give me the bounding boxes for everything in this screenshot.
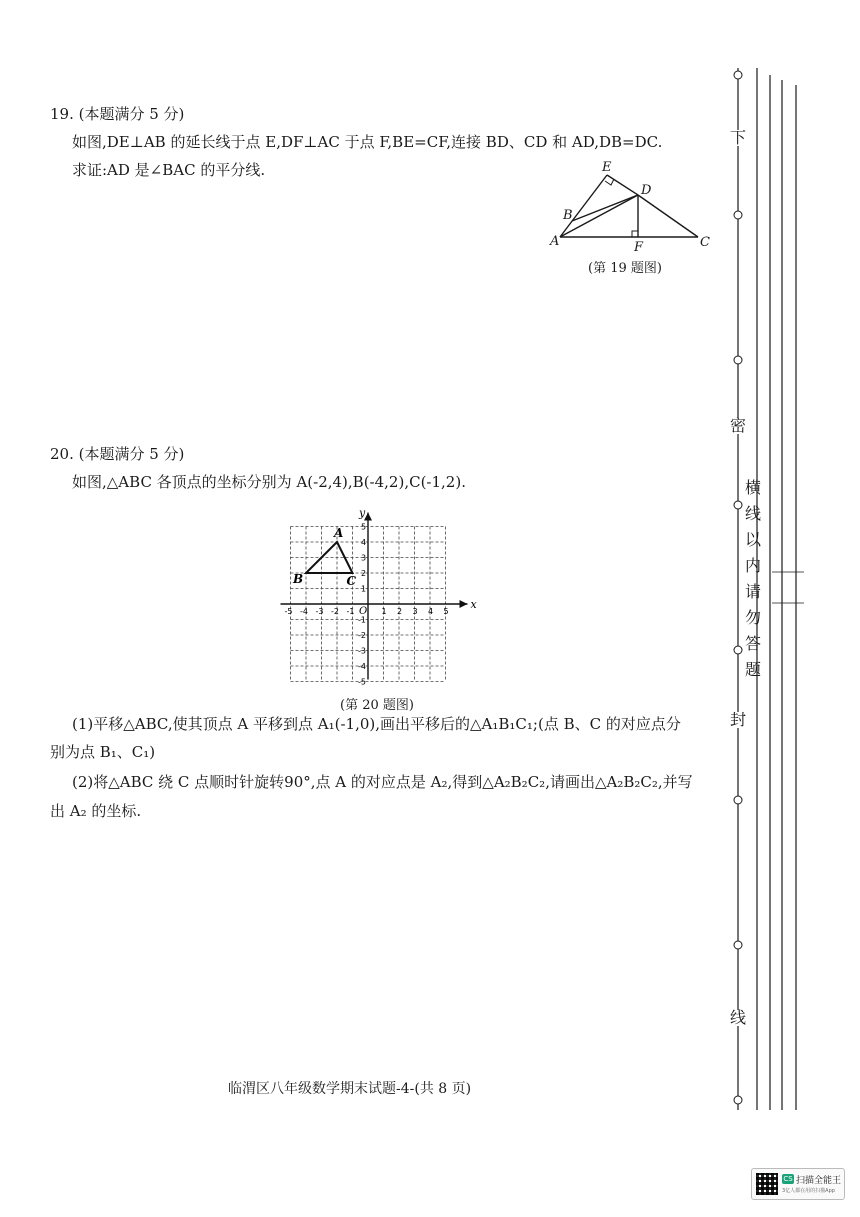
q19-figure [540,155,720,255]
seal-word-3: 封 [730,710,747,729]
q19-prove-line: 求证:AD 是∠BAC 的平分线. [72,161,266,179]
label-F: F [634,240,644,255]
q19-heading: 19. (本题满分 5 分) [50,105,185,123]
x-tick-label: 3 [412,607,418,616]
seal-word-1: 下 [730,128,747,147]
q20-part2-line2: 出 A₂ 的坐标. [50,802,142,820]
watermark-subtitle: 3亿人都在用的扫描App [782,1188,835,1194]
seal-word-4: 线 [730,1008,747,1027]
x-tick-label: -3 [315,607,324,616]
q20-figure-caption: (第 20 题图) [340,698,414,713]
notice-char: 横 [745,478,762,497]
label-A: A [550,234,560,249]
q19-figure-caption: (第 19 题图) [588,261,662,276]
y-tick-label: 5 [361,522,367,532]
page-footer: 临渭区八年级数学期末试题-4-(共 8 页) [228,1081,472,1097]
label-D: D [641,183,652,198]
x-tick-label: -2 [331,607,339,616]
q20-part1-line1: (1)平移△ABC,使其顶点 A 平移到点 A₁(-1,0),画出平移后的△A₁B₁C₁;(点 B、C 的对应点分 [72,715,681,733]
margin-notice [745,480,761,688]
camscanner-logo: CS [783,1175,793,1183]
label-C: C [700,235,710,250]
notice-char: 以 [745,530,762,549]
qr-code-icon [756,1173,778,1195]
q20-coordinate-grid [276,502,482,692]
x-tick-label: 2 [397,607,403,616]
notice-char: 答 [745,634,762,653]
x-tick-label: -1 [346,607,355,616]
x-axis-label: x [470,598,477,611]
y-tick-label: -1 [358,615,366,625]
notice-char: 内 [745,556,762,575]
q20-part2-line1: (2)将△ABC 绕 C 点顺时针旋转90°,点 A 的对应点是 A₂,得到△A₂B₂C₂,请画出△A₂B₂C₂,并写 [72,773,693,791]
x-tick-label: 1 [381,607,387,616]
y-tick-label: 3 [361,553,367,563]
vertex-label-B: B [293,572,304,586]
notice-char: 请 [745,582,762,601]
q20-heading: 20. (本题满分 5 分) [50,445,185,463]
x-axis-arrow [460,600,468,608]
q19-statement: 如图,DE⊥AB 的延长线于点 E,DF⊥AC 于点 F,BE=CF,连接 BD、CD 和 AD,DB=DC. [72,133,663,151]
x-tick-label: -4 [300,607,308,616]
x-tick-label: 4 [428,607,434,616]
q20-part1-line2: 别为点 B₁、C₁) [50,743,156,761]
y-tick-label: -3 [358,646,366,656]
y-tick-label: 2 [361,569,367,578]
watermark-title: 扫描全能王 [796,1176,842,1186]
notice-char: 题 [745,660,762,679]
scanner-watermark [751,1168,845,1200]
y-tick-label: -4 [358,662,366,671]
x-tick-label: 5 [443,607,449,616]
vertex-label-A: A [334,526,344,540]
y-tick-label: 1 [361,584,367,594]
label-E: E [602,160,612,175]
y-tick-label: 4 [361,538,367,547]
label-B: B [563,208,573,223]
origin-label: O [359,606,368,617]
x-tick-label: -5 [284,607,293,616]
q20-statement: 如图,△ABC 各顶点的坐标分别为 A(-2,4),B(-4,2),C(-1,2). [72,473,466,491]
notice-char: 线 [745,504,762,523]
y-axis-label: y [359,506,366,520]
y-tick-label: -5 [358,677,366,687]
y-tick-label: -2 [358,631,366,640]
seal-word-2: 密 [730,416,747,435]
notice-char: 勿 [745,608,762,627]
vertex-label-C: C [346,574,357,588]
binding-margin-lines [720,60,820,1140]
